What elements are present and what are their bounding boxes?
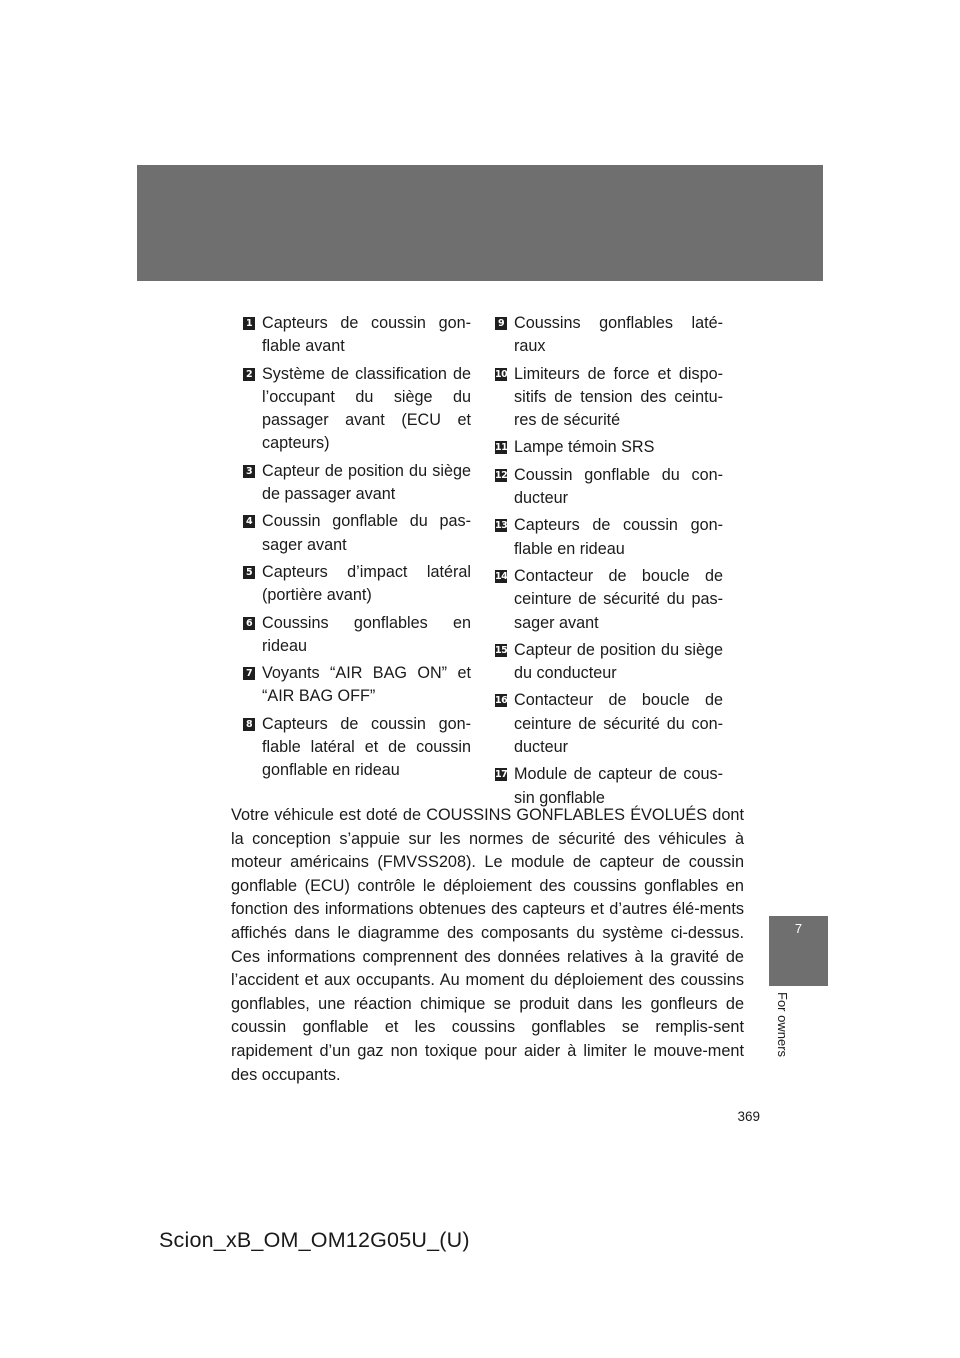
legend-item-text: Capteurs de coussin gon-flable en rideau — [514, 516, 723, 558]
legend-item-text: Lampe témoin SRS — [514, 438, 655, 457]
legend-number-badge: 17 — [495, 769, 507, 781]
legend-item-text: Contacteur de boucle de ceinture de sécurité du pas-sager avant — [514, 566, 723, 632]
legend-number-badge: 15 — [495, 644, 507, 656]
footer-document-code: Scion_xB_OM_OM12G05U_(U) — [159, 1228, 470, 1252]
chapter-number: 7 — [794, 921, 803, 936]
legend-item — [495, 464, 723, 511]
legend-number-badge: 14 — [495, 570, 507, 582]
page-number: 369 — [737, 1109, 760, 1124]
legend-item-text: Coussins gonflables en rideau — [262, 613, 471, 655]
legend-item-text: Module de capteur de cous-sin gonflable — [514, 765, 723, 807]
legend-item — [495, 363, 723, 433]
legend-item — [243, 363, 471, 456]
legend-number-badge: 2 — [243, 368, 255, 381]
legend-item-text: Capteurs d’impact latéral (portière avant) — [262, 562, 471, 605]
illustration-band — [137, 165, 823, 281]
legend-item-text: Capteur de position du siège de passager avant — [262, 461, 471, 504]
chapter-label: For owners — [775, 992, 790, 1058]
legend-left-column — [243, 312, 471, 787]
legend-item-text: Contacteur de boucle de ceinture de sécurité du con-ducteur — [514, 691, 723, 757]
legend-item — [243, 662, 471, 709]
body-paragraph: Votre véhicule est doté de COUSSINS GONFLABLES ÉVOLUÉS dont la conception s’appuie sur les normes de sécurité des véhicules à moteur américains (FMVSS208). Le module de capteur de coussin gonflable (ECU) contrôle le déploiement des coussins gonflables en fonction des informations obtenues des capteurs et d’autres élé-ments affichés dans le diagramme des composants du système ci-dessus. Ces informations comprennent des données relatives à la gravité de l’accident et aux occupants. Au moment du déploiement des coussins gonflables, une réaction chimique se produit dans les gonfleurs de coussin gonflable et les coussins gonflables se remplis-sent rapidement d’un gaz non toxique pour aider à limiter le mouve-ment des occupants. — [231, 806, 744, 1084]
legend-item-text: Système de classification de l’occupant du siège du passager avant (ECU et capteurs) — [262, 364, 471, 453]
legend-number-badge: 12 — [495, 469, 507, 481]
legend-number-badge: 13 — [495, 520, 507, 532]
legend-item-text: Limiteurs de force et dispo-sitifs de tension des ceintu-res de sécurité — [514, 364, 723, 430]
legend-number-badge: 3 — [243, 465, 255, 478]
legend-item-text: Coussins gonflables laté-raux — [514, 314, 723, 356]
legend-number-badge: 8 — [243, 718, 255, 731]
legend-item — [243, 460, 471, 507]
legend-item — [243, 713, 471, 783]
legend-item-text: Capteur de position du siège du conducteur — [514, 640, 723, 683]
legend-item — [495, 689, 723, 759]
legend-item — [495, 763, 723, 810]
legend-item-text: Capteurs de coussin gon-flable avant — [262, 314, 471, 356]
legend-number-badge: 1 — [243, 317, 255, 330]
legend-number-badge: 11 — [495, 442, 507, 454]
legend-number-badge: 5 — [243, 566, 255, 579]
legend-number-badge: 7 — [243, 667, 255, 680]
legend-item-text: Capteurs de coussin gon-flable latéral et de coussin gonflable en rideau — [262, 714, 471, 780]
legend-number-badge: 9 — [495, 317, 507, 330]
chapter-tab — [769, 916, 828, 986]
legend-number-badge: 16 — [495, 695, 507, 707]
legend-item-text: Coussin gonflable du pas-sager avant — [262, 512, 471, 554]
legend-number-badge: 6 — [243, 617, 255, 630]
legend-item-text: Coussin gonflable du con-ducteur — [514, 465, 723, 508]
legend-item — [243, 312, 471, 359]
legend-item — [495, 565, 723, 635]
legend-item — [243, 510, 471, 557]
legend-number-badge: 4 — [243, 515, 255, 528]
legend-item — [495, 436, 723, 459]
legend-item — [495, 312, 723, 359]
legend-item — [243, 612, 471, 659]
legend-number-badge: 10 — [495, 368, 507, 380]
legend-item — [243, 561, 471, 608]
legend-right-column — [495, 312, 723, 814]
legend-item — [495, 639, 723, 686]
legend-item — [495, 514, 723, 561]
legend-item-text: Voyants “AIR BAG ON” et “AIR BAG OFF” — [262, 664, 471, 706]
